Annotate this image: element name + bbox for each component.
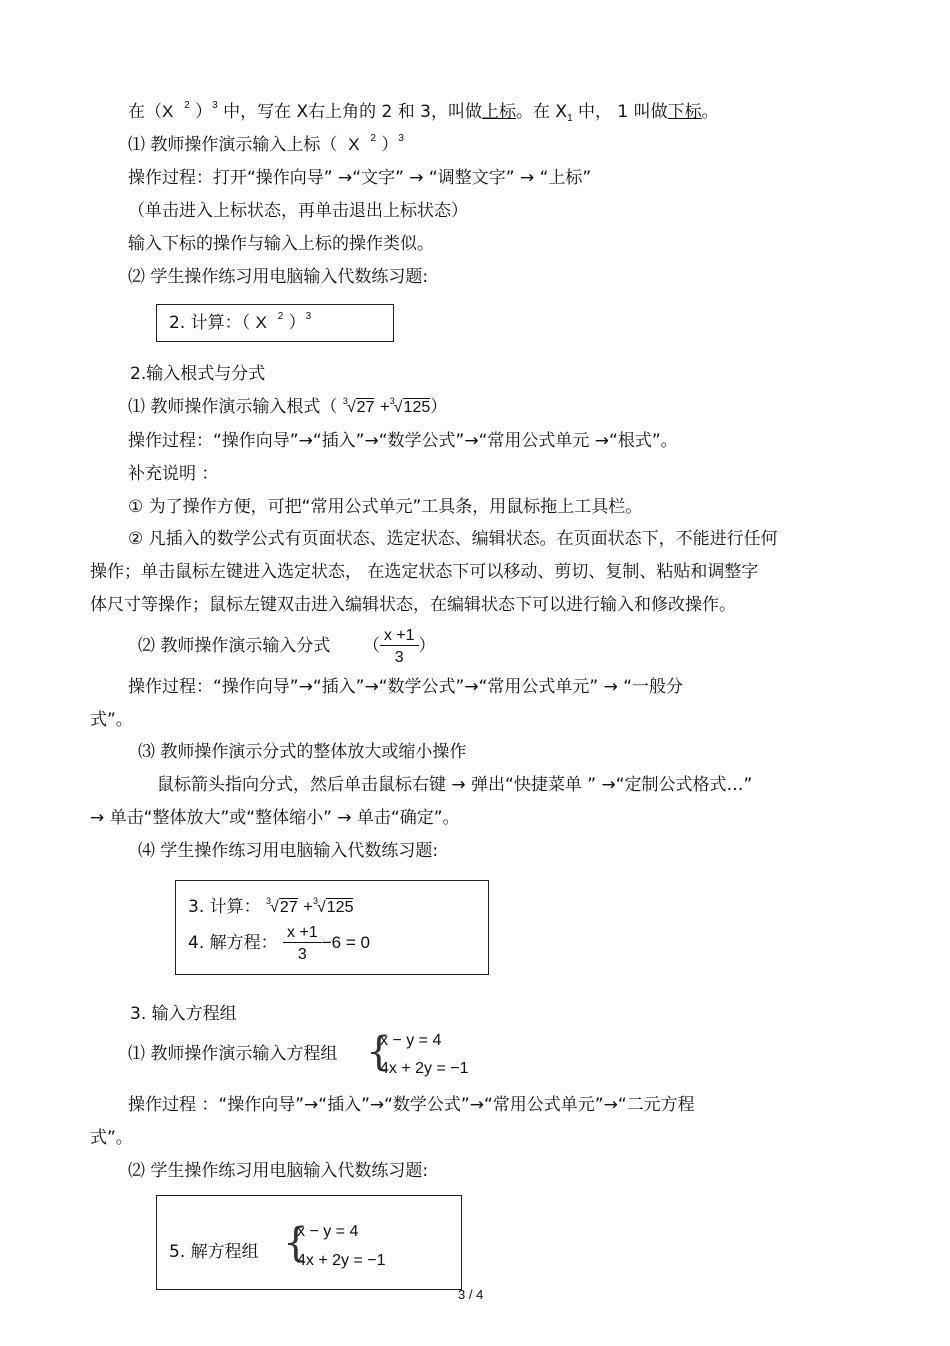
text-segment: ） [430,397,448,417]
text-segment: ⑴ 教师操作演示输入上标（ [128,135,338,155]
root-index: 3 [342,396,348,406]
text-segment: 。在 X [516,102,568,122]
exponent: 2 [277,311,284,322]
fraction [380,626,419,667]
plus-sign: + [379,397,390,416]
procedure-line-cont: 式”。 [90,1128,133,1148]
root-index: 3 [389,396,395,406]
equation-1: x − y = 4 [297,1223,359,1240]
exponent: 2 [184,100,190,111]
exercise-3 [188,896,353,920]
exercise-box-3 [156,1195,462,1290]
cube-root-125: $^3$√125 [312,896,354,916]
text-segment: ⑵ 教师操作演示输入分式 [138,636,331,656]
superscript-definition-line [128,101,719,126]
denominator: 3 [394,648,404,666]
text-segment: 。 [701,102,719,122]
text-segment: 4. 解方程： [188,933,278,953]
procedure-line-cont: → 单击“整体放大”或“整体缩小” → 单击“确定”。 [90,808,460,828]
procedure-line: 鼠标箭头指向分式，然后单击鼠标右键 → 弹出“快捷菜单 ” →“定制公式格式…” [157,775,753,795]
denominator: 3 [297,945,307,963]
student-practice-line: ⑵ 学生操作练习用电脑输入代数练习题: [128,267,429,287]
exercise-2 [169,312,311,337]
text-segment: ） [288,313,306,333]
text-segment: （ [362,636,380,656]
procedure-line: 操作过程：“操作向导”→“插入”→“数学公式”→“常用公式单元” → “一般分 [128,677,684,697]
text-segment: ⑴ 教师操作演示输入根式（ [128,397,338,417]
text-segment: 中，写在 X右上角的 2 和 3，叫做 [223,102,482,122]
text-segment: 中， 1 叫做 [572,102,668,122]
teacher-demo-fraction [138,624,436,668]
exercise-box-2 [175,880,489,975]
text-segment: ） [381,135,399,155]
subscript-term: 下标 [667,102,702,122]
text-segment: ） [418,636,436,656]
radicand: 125 [403,399,431,416]
note-item-1: ① 为了操作方便，可把“常用公式单元”工具条，用鼠标拖上工具栏。 [128,497,643,517]
teacher-demo-zoom: ⑶ 教师操作演示分式的整体放大或缩小操作 [138,742,467,762]
note-item-2-cont: 体尺寸等操作；鼠标左键双击进入编辑状态，在编辑状态下可以进行输入和修改操作。 [90,595,736,615]
plus-sign: + [303,897,313,916]
student-practice-line: ⑵ 学生操作练习用电脑输入代数练习题: [128,1161,429,1181]
numerator: x +1 [380,626,419,646]
teacher-demo-superscript [128,134,404,159]
procedure-line: 操作过程：“操作向导”→“插入”→“数学公式”→“常用公式单元 →“根式”。 [128,431,678,451]
text-line: 输入下标的操作与输入上标的操作类似。 [128,234,434,254]
equation-tail: −6 = 0 [321,933,370,952]
procedure-line: 操作过程 ：“操作向导”→“插入”→“数学公式”→“常用公式单元”→“二元方程 [128,1095,695,1115]
radicand: 125 [326,899,354,916]
exercise-box-1 [156,304,394,342]
equation-1: x − y = 4 [380,1032,442,1049]
exponent: 3 [305,311,312,322]
brace-icon: { [283,1220,309,1266]
note-item-2: ② 凡插入的数学公式有页面状态、选定状态、编辑状态。在页面状态下，不能进行任何 [128,529,778,549]
cube-root-27: $^3$√27 [266,896,298,916]
note-line: （单击进入上标状态，再单击退出上标状态） [128,201,468,221]
math-variable: X [255,313,267,332]
section-heading-2: 2.输入根式与分式 [130,364,266,384]
exponent: 2 [370,133,376,144]
cube-root-27: $^3$√27 [342,396,375,416]
text-segment: 2. 计算：（ [169,313,251,333]
procedure-line: 操作过程：打开“操作向导” →“文字” → “调整文字” → “上标” [128,168,592,188]
fraction [283,923,322,964]
radicand: 27 [356,399,375,416]
section-heading-3: 3. 输入方程组 [130,1004,237,1024]
root-index: 3 [266,896,272,906]
math-variable: X [162,102,174,121]
note-item-2-cont: 操作；单击鼠标左键进入选定状态， 在选定状态下可以移动、剪切、复制、粘贴和调整字 [90,562,759,582]
math-variable: X [348,135,360,154]
brace-icon: { [366,1029,392,1075]
text-segment: ） [195,102,213,122]
text-segment: 在（ [128,102,162,122]
numerator: x +1 [283,923,322,943]
subscript: 1 [567,113,573,124]
exponent: 3 [398,133,404,144]
procedure-line-cont: 式”。 [90,710,133,730]
equation-2: 4x + 2y = −1 [380,1060,469,1077]
page-number: 3 / 4 [458,1287,484,1302]
exercise-5: 5. 解方程组 [169,1242,259,1262]
equation-2: 4x + 2y = −1 [297,1252,386,1269]
teacher-demo-radical [128,396,447,420]
radicand: 27 [279,899,298,916]
root-index: 3 [312,896,318,906]
exponent: 3 [212,100,218,111]
supplement-label: 补充说明 ： [128,464,219,484]
text-segment: 3. 计算： [188,897,261,917]
exercise-4 [188,921,370,965]
cube-root-125: $^3$√125 [389,396,431,416]
teacher-demo-system: ⑴ 教师操作演示输入方程组 [128,1044,338,1064]
student-practice-line: ⑷ 学生操作练习用电脑输入代数练习题: [138,841,439,861]
superscript-term: 上标 [482,102,516,122]
